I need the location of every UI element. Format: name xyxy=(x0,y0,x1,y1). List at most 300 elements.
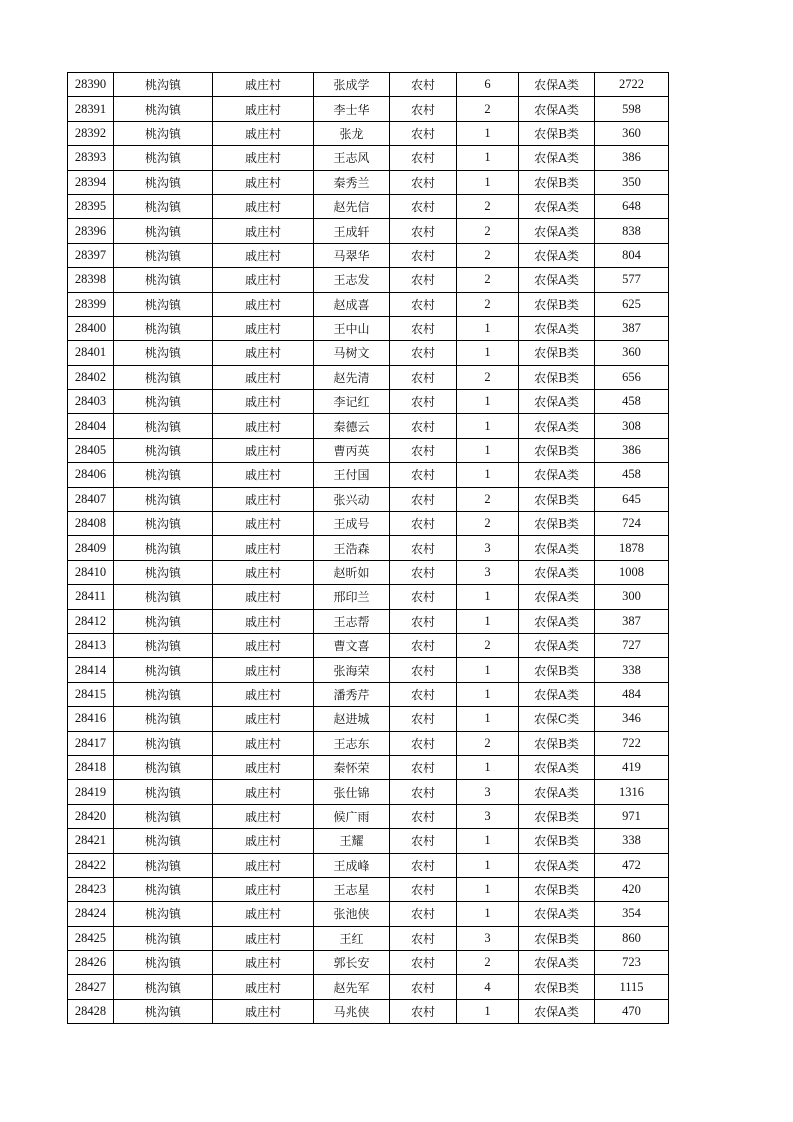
table-row xyxy=(68,902,669,926)
town-cell: 桃沟镇 xyxy=(114,390,213,414)
town-cell: 桃沟镇 xyxy=(114,512,213,536)
amount-cell: 723 xyxy=(595,951,669,975)
insurance-category-cell: 农保B类 xyxy=(519,170,595,194)
amount-cell: 1008 xyxy=(595,560,669,584)
table-row xyxy=(68,658,669,682)
insurance-category-cell: 农保A类 xyxy=(519,682,595,706)
person-count-cell: 1 xyxy=(457,609,519,633)
insurance-category-cell: 农保A类 xyxy=(519,390,595,414)
household-type-cell: 农村 xyxy=(390,390,457,414)
insurance-category-cell: 农保A类 xyxy=(519,902,595,926)
name-cell: 王志风 xyxy=(314,146,390,170)
amount-cell: 648 xyxy=(595,194,669,218)
person-count-cell: 2 xyxy=(457,951,519,975)
record-number-cell: 28396 xyxy=(68,219,114,243)
table-row xyxy=(68,999,669,1023)
record-number-cell: 28410 xyxy=(68,560,114,584)
amount-cell: 300 xyxy=(595,585,669,609)
person-count-cell: 2 xyxy=(457,268,519,292)
amount-cell: 470 xyxy=(595,999,669,1023)
town-cell: 桃沟镇 xyxy=(114,633,213,657)
insurance-category-cell: 农保A类 xyxy=(519,755,595,779)
name-cell: 王付国 xyxy=(314,463,390,487)
household-type-cell: 农村 xyxy=(390,609,457,633)
table-row xyxy=(68,755,669,779)
amount-cell: 458 xyxy=(595,463,669,487)
village-cell: 戚庄村 xyxy=(213,902,314,926)
person-count-cell: 1 xyxy=(457,755,519,779)
town-cell: 桃沟镇 xyxy=(114,560,213,584)
insurance-category-cell: 农保A类 xyxy=(519,633,595,657)
amount-cell: 387 xyxy=(595,316,669,340)
name-cell: 马翠华 xyxy=(314,243,390,267)
household-type-cell: 农村 xyxy=(390,463,457,487)
household-type-cell: 农村 xyxy=(390,951,457,975)
person-count-cell: 2 xyxy=(457,243,519,267)
insurance-category-cell: 农保A类 xyxy=(519,268,595,292)
table-row xyxy=(68,975,669,999)
village-cell: 戚庄村 xyxy=(213,658,314,682)
name-cell: 赵昕如 xyxy=(314,560,390,584)
town-cell: 桃沟镇 xyxy=(114,146,213,170)
village-cell: 戚庄村 xyxy=(213,292,314,316)
name-cell: 李记红 xyxy=(314,390,390,414)
town-cell: 桃沟镇 xyxy=(114,707,213,731)
name-cell: 马树文 xyxy=(314,341,390,365)
name-cell: 秦德云 xyxy=(314,414,390,438)
village-cell: 戚庄村 xyxy=(213,463,314,487)
amount-cell: 1316 xyxy=(595,780,669,804)
village-cell: 戚庄村 xyxy=(213,536,314,560)
name-cell: 王耀 xyxy=(314,829,390,853)
name-cell: 曹丙英 xyxy=(314,438,390,462)
person-count-cell: 4 xyxy=(457,975,519,999)
table-row xyxy=(68,512,669,536)
town-cell: 桃沟镇 xyxy=(114,219,213,243)
table-row xyxy=(68,853,669,877)
amount-cell: 484 xyxy=(595,682,669,706)
household-type-cell: 农村 xyxy=(390,902,457,926)
record-number-cell: 28395 xyxy=(68,194,114,218)
name-cell: 王成轩 xyxy=(314,219,390,243)
household-type-cell: 农村 xyxy=(390,341,457,365)
town-cell: 桃沟镇 xyxy=(114,804,213,828)
person-count-cell: 1 xyxy=(457,414,519,438)
amount-cell: 645 xyxy=(595,487,669,511)
town-cell: 桃沟镇 xyxy=(114,414,213,438)
table-row xyxy=(68,341,669,365)
household-type-cell: 农村 xyxy=(390,414,457,438)
household-type-cell: 农村 xyxy=(390,560,457,584)
record-number-cell: 28407 xyxy=(68,487,114,511)
person-count-cell: 1 xyxy=(457,999,519,1023)
household-type-cell: 农村 xyxy=(390,975,457,999)
record-number-cell: 28422 xyxy=(68,853,114,877)
town-cell: 桃沟镇 xyxy=(114,341,213,365)
person-count-cell: 1 xyxy=(457,121,519,145)
record-number-cell: 28409 xyxy=(68,536,114,560)
town-cell: 桃沟镇 xyxy=(114,609,213,633)
insurance-category-cell: 农保B类 xyxy=(519,926,595,950)
name-cell: 王浩森 xyxy=(314,536,390,560)
record-number-cell: 28424 xyxy=(68,902,114,926)
table-row xyxy=(68,97,669,121)
person-count-cell: 2 xyxy=(457,97,519,121)
record-number-cell: 28425 xyxy=(68,926,114,950)
household-type-cell: 农村 xyxy=(390,877,457,901)
table-row xyxy=(68,731,669,755)
household-type-cell: 农村 xyxy=(390,146,457,170)
town-cell: 桃沟镇 xyxy=(114,829,213,853)
name-cell: 王红 xyxy=(314,926,390,950)
town-cell: 桃沟镇 xyxy=(114,658,213,682)
record-number-cell: 28426 xyxy=(68,951,114,975)
record-number-cell: 28394 xyxy=(68,170,114,194)
town-cell: 桃沟镇 xyxy=(114,365,213,389)
village-cell: 戚庄村 xyxy=(213,999,314,1023)
amount-cell: 598 xyxy=(595,97,669,121)
insurance-category-cell: 农保B类 xyxy=(519,487,595,511)
record-number-cell: 28400 xyxy=(68,316,114,340)
village-cell: 戚庄村 xyxy=(213,731,314,755)
village-cell: 戚庄村 xyxy=(213,390,314,414)
village-cell: 戚庄村 xyxy=(213,585,314,609)
name-cell: 赵进城 xyxy=(314,707,390,731)
town-cell: 桃沟镇 xyxy=(114,121,213,145)
name-cell: 候广雨 xyxy=(314,804,390,828)
amount-cell: 350 xyxy=(595,170,669,194)
town-cell: 桃沟镇 xyxy=(114,268,213,292)
amount-cell: 420 xyxy=(595,877,669,901)
household-type-cell: 农村 xyxy=(390,487,457,511)
table-row xyxy=(68,536,669,560)
town-cell: 桃沟镇 xyxy=(114,975,213,999)
name-cell: 秦秀兰 xyxy=(314,170,390,194)
record-number-cell: 28412 xyxy=(68,609,114,633)
village-cell: 戚庄村 xyxy=(213,560,314,584)
name-cell: 赵先军 xyxy=(314,975,390,999)
insurance-category-cell: 农保B类 xyxy=(519,121,595,145)
town-cell: 桃沟镇 xyxy=(114,926,213,950)
name-cell: 张成学 xyxy=(314,73,390,97)
insurance-category-cell: 农保B类 xyxy=(519,731,595,755)
household-type-cell: 农村 xyxy=(390,536,457,560)
amount-cell: 387 xyxy=(595,609,669,633)
town-cell: 桃沟镇 xyxy=(114,170,213,194)
person-count-cell: 3 xyxy=(457,560,519,584)
insurance-category-cell: 农保A类 xyxy=(519,194,595,218)
town-cell: 桃沟镇 xyxy=(114,999,213,1023)
village-cell: 戚庄村 xyxy=(213,316,314,340)
household-type-cell: 农村 xyxy=(390,194,457,218)
town-cell: 桃沟镇 xyxy=(114,194,213,218)
person-count-cell: 2 xyxy=(457,292,519,316)
record-number-cell: 28393 xyxy=(68,146,114,170)
amount-cell: 2722 xyxy=(595,73,669,97)
name-cell: 王志帮 xyxy=(314,609,390,633)
record-number-cell: 28420 xyxy=(68,804,114,828)
record-number-cell: 28423 xyxy=(68,877,114,901)
amount-cell: 577 xyxy=(595,268,669,292)
record-number-cell: 28403 xyxy=(68,390,114,414)
town-cell: 桃沟镇 xyxy=(114,585,213,609)
village-cell: 戚庄村 xyxy=(213,755,314,779)
table-row xyxy=(68,877,669,901)
town-cell: 桃沟镇 xyxy=(114,316,213,340)
village-cell: 戚庄村 xyxy=(213,877,314,901)
record-number-cell: 28399 xyxy=(68,292,114,316)
amount-cell: 308 xyxy=(595,414,669,438)
household-type-cell: 农村 xyxy=(390,512,457,536)
person-count-cell: 1 xyxy=(457,682,519,706)
table-row xyxy=(68,487,669,511)
amount-cell: 722 xyxy=(595,731,669,755)
name-cell: 邢印兰 xyxy=(314,585,390,609)
village-cell: 戚庄村 xyxy=(213,194,314,218)
amount-cell: 472 xyxy=(595,853,669,877)
village-cell: 戚庄村 xyxy=(213,487,314,511)
table-row xyxy=(68,316,669,340)
record-number-cell: 28428 xyxy=(68,999,114,1023)
table-row xyxy=(68,829,669,853)
person-count-cell: 1 xyxy=(457,170,519,194)
amount-cell: 338 xyxy=(595,829,669,853)
town-cell: 桃沟镇 xyxy=(114,780,213,804)
town-cell: 桃沟镇 xyxy=(114,487,213,511)
name-cell: 王成峰 xyxy=(314,853,390,877)
record-number-cell: 28402 xyxy=(68,365,114,389)
village-cell: 戚庄村 xyxy=(213,170,314,194)
record-number-cell: 28391 xyxy=(68,97,114,121)
village-cell: 戚庄村 xyxy=(213,926,314,950)
household-type-cell: 农村 xyxy=(390,438,457,462)
table-row xyxy=(68,292,669,316)
insurance-category-cell: 农保A类 xyxy=(519,609,595,633)
amount-cell: 386 xyxy=(595,146,669,170)
person-count-cell: 2 xyxy=(457,194,519,218)
person-count-cell: 1 xyxy=(457,902,519,926)
village-cell: 戚庄村 xyxy=(213,512,314,536)
household-type-cell: 农村 xyxy=(390,804,457,828)
amount-cell: 360 xyxy=(595,121,669,145)
town-cell: 桃沟镇 xyxy=(114,755,213,779)
town-cell: 桃沟镇 xyxy=(114,853,213,877)
village-cell: 戚庄村 xyxy=(213,682,314,706)
insurance-category-cell: 农保B类 xyxy=(519,658,595,682)
insurance-category-cell: 农保A类 xyxy=(519,97,595,121)
person-count-cell: 3 xyxy=(457,804,519,828)
record-number-cell: 28404 xyxy=(68,414,114,438)
name-cell: 张海荣 xyxy=(314,658,390,682)
table-row xyxy=(68,633,669,657)
amount-cell: 625 xyxy=(595,292,669,316)
insurance-category-cell: 农保A类 xyxy=(519,536,595,560)
insurance-category-cell: 农保A类 xyxy=(519,414,595,438)
person-count-cell: 1 xyxy=(457,316,519,340)
record-number-cell: 28415 xyxy=(68,682,114,706)
table-row xyxy=(68,682,669,706)
village-cell: 戚庄村 xyxy=(213,73,314,97)
person-count-cell: 1 xyxy=(457,585,519,609)
village-cell: 戚庄村 xyxy=(213,609,314,633)
record-number-cell: 28417 xyxy=(68,731,114,755)
record-number-cell: 28421 xyxy=(68,829,114,853)
name-cell: 张池侠 xyxy=(314,902,390,926)
person-count-cell: 3 xyxy=(457,536,519,560)
household-type-cell: 农村 xyxy=(390,268,457,292)
table-row xyxy=(68,268,669,292)
name-cell: 赵先清 xyxy=(314,365,390,389)
table-row xyxy=(68,170,669,194)
village-cell: 戚庄村 xyxy=(213,219,314,243)
household-type-cell: 农村 xyxy=(390,316,457,340)
household-type-cell: 农村 xyxy=(390,829,457,853)
table-row xyxy=(68,414,669,438)
person-count-cell: 2 xyxy=(457,633,519,657)
amount-cell: 419 xyxy=(595,755,669,779)
village-cell: 戚庄村 xyxy=(213,97,314,121)
household-type-cell: 农村 xyxy=(390,121,457,145)
table-row xyxy=(68,951,669,975)
amount-cell: 346 xyxy=(595,707,669,731)
insurance-category-cell: 农保B类 xyxy=(519,512,595,536)
town-cell: 桃沟镇 xyxy=(114,97,213,121)
household-type-cell: 农村 xyxy=(390,585,457,609)
household-type-cell: 农村 xyxy=(390,633,457,657)
person-count-cell: 2 xyxy=(457,365,519,389)
person-count-cell: 1 xyxy=(457,853,519,877)
insurance-category-cell: 农保B类 xyxy=(519,438,595,462)
insurance-category-cell: 农保A类 xyxy=(519,560,595,584)
name-cell: 张仕锦 xyxy=(314,780,390,804)
record-number-cell: 28392 xyxy=(68,121,114,145)
table-row xyxy=(68,438,669,462)
insurance-category-cell: 农保B类 xyxy=(519,365,595,389)
amount-cell: 656 xyxy=(595,365,669,389)
record-number-cell: 28427 xyxy=(68,975,114,999)
village-cell: 戚庄村 xyxy=(213,633,314,657)
household-type-cell: 农村 xyxy=(390,170,457,194)
insurance-category-cell: 农保A类 xyxy=(519,243,595,267)
person-count-cell: 3 xyxy=(457,780,519,804)
table-row xyxy=(68,804,669,828)
village-cell: 戚庄村 xyxy=(213,780,314,804)
town-cell: 桃沟镇 xyxy=(114,438,213,462)
name-cell: 王志发 xyxy=(314,268,390,292)
table-row xyxy=(68,146,669,170)
name-cell: 李士华 xyxy=(314,97,390,121)
person-count-cell: 3 xyxy=(457,926,519,950)
household-type-cell: 农村 xyxy=(390,219,457,243)
name-cell: 王志星 xyxy=(314,877,390,901)
village-cell: 戚庄村 xyxy=(213,804,314,828)
insurance-category-cell: 农保A类 xyxy=(519,951,595,975)
table-row xyxy=(68,365,669,389)
person-count-cell: 1 xyxy=(457,341,519,365)
village-cell: 戚庄村 xyxy=(213,438,314,462)
record-number-cell: 28401 xyxy=(68,341,114,365)
town-cell: 桃沟镇 xyxy=(114,877,213,901)
village-cell: 戚庄村 xyxy=(213,853,314,877)
name-cell: 张兴动 xyxy=(314,487,390,511)
table-body xyxy=(68,73,669,1024)
insurance-category-cell: 农保B类 xyxy=(519,292,595,316)
town-cell: 桃沟镇 xyxy=(114,243,213,267)
person-count-cell: 2 xyxy=(457,731,519,755)
table-row xyxy=(68,609,669,633)
record-number-cell: 28398 xyxy=(68,268,114,292)
name-cell: 郭长安 xyxy=(314,951,390,975)
insurance-category-cell: 农保B类 xyxy=(519,975,595,999)
household-type-cell: 农村 xyxy=(390,707,457,731)
amount-cell: 971 xyxy=(595,804,669,828)
household-type-cell: 农村 xyxy=(390,97,457,121)
name-cell: 赵成喜 xyxy=(314,292,390,316)
village-cell: 戚庄村 xyxy=(213,975,314,999)
table-row xyxy=(68,463,669,487)
household-type-cell: 农村 xyxy=(390,243,457,267)
household-type-cell: 农村 xyxy=(390,780,457,804)
record-number-cell: 28406 xyxy=(68,463,114,487)
amount-cell: 1878 xyxy=(595,536,669,560)
town-cell: 桃沟镇 xyxy=(114,73,213,97)
household-type-cell: 农村 xyxy=(390,926,457,950)
household-type-cell: 农村 xyxy=(390,999,457,1023)
insurance-category-cell: 农保B类 xyxy=(519,877,595,901)
table-row xyxy=(68,926,669,950)
table-row xyxy=(68,73,669,97)
person-count-cell: 1 xyxy=(457,146,519,170)
amount-cell: 458 xyxy=(595,390,669,414)
amount-cell: 354 xyxy=(595,902,669,926)
table-row xyxy=(68,707,669,731)
table-row xyxy=(68,390,669,414)
household-type-cell: 农村 xyxy=(390,292,457,316)
record-number-cell: 28390 xyxy=(68,73,114,97)
record-number-cell: 28416 xyxy=(68,707,114,731)
insurance-category-cell: 农保A类 xyxy=(519,73,595,97)
name-cell: 王中山 xyxy=(314,316,390,340)
amount-cell: 804 xyxy=(595,243,669,267)
record-number-cell: 28397 xyxy=(68,243,114,267)
person-count-cell: 6 xyxy=(457,73,519,97)
name-cell: 王志东 xyxy=(314,731,390,755)
town-cell: 桃沟镇 xyxy=(114,292,213,316)
insurance-category-cell: 农保A类 xyxy=(519,999,595,1023)
record-number-cell: 28418 xyxy=(68,755,114,779)
name-cell: 王成号 xyxy=(314,512,390,536)
town-cell: 桃沟镇 xyxy=(114,536,213,560)
name-cell: 赵先信 xyxy=(314,194,390,218)
amount-cell: 860 xyxy=(595,926,669,950)
person-count-cell: 1 xyxy=(457,877,519,901)
village-cell: 戚庄村 xyxy=(213,146,314,170)
name-cell: 秦怀荣 xyxy=(314,755,390,779)
household-type-cell: 农村 xyxy=(390,658,457,682)
village-cell: 戚庄村 xyxy=(213,121,314,145)
name-cell: 曹文喜 xyxy=(314,633,390,657)
village-cell: 戚庄村 xyxy=(213,707,314,731)
table-row xyxy=(68,780,669,804)
table-row xyxy=(68,243,669,267)
name-cell: 潘秀芹 xyxy=(314,682,390,706)
village-cell: 戚庄村 xyxy=(213,341,314,365)
amount-cell: 386 xyxy=(595,438,669,462)
village-cell: 戚庄村 xyxy=(213,365,314,389)
amount-cell: 338 xyxy=(595,658,669,682)
table-row xyxy=(68,585,669,609)
record-number-cell: 28413 xyxy=(68,633,114,657)
